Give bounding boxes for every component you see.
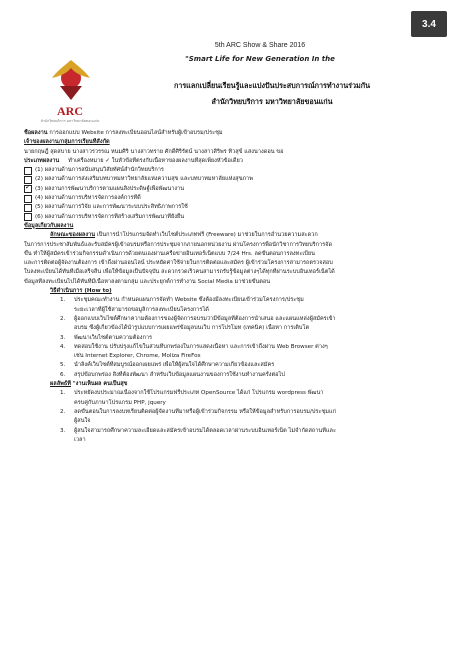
result-item	[24, 408, 444, 417]
event-title: 5th ARC Show & Share 2016	[214, 42, 306, 49]
type-instructions: ทำเครื่องหมาย ✓ ในหัวข้อที่ตรงกับเนื้อหาของผลงานที่สุดเพียงหัวข้อเดียว	[68, 157, 243, 164]
category-option	[24, 213, 444, 222]
type-row	[24, 157, 444, 166]
checkbox[interactable]	[24, 204, 32, 212]
result-item-number	[60, 436, 74, 445]
method-step-number	[60, 306, 74, 315]
method-step-number	[60, 324, 74, 333]
method-steps	[24, 296, 444, 380]
logo-subtitle: สำนักวิทยบริการ มหาวิทยาลัยขอนแก่น	[40, 119, 100, 123]
result-item-number	[60, 399, 74, 408]
detail-line-first	[24, 231, 444, 240]
checkbox[interactable]	[24, 176, 32, 184]
work-name-label: ชื่อผลงาน	[24, 130, 48, 136]
method-step-number: 3.	[60, 334, 66, 341]
result-item	[24, 417, 444, 426]
sub-title: สำนักวิทยบริการ มหาวิทยาลัยขอนแก่น	[211, 97, 333, 106]
category-option-label: (1) ผลงานด้านการสนับสนุนวิสัยทัศน์สำนักวิทยบริการ	[35, 167, 164, 174]
method-step-text: ประชุมคณะทำงาน กำหนดแผนการจัดทำ Website ซึ่งต้องมีลงทะเบียนเข้าร่วมโครงการ/ประชุม	[74, 297, 304, 304]
page-number-badge: 3.4	[411, 11, 447, 37]
result-item	[24, 436, 444, 445]
result-item-text: ประหยัดงบประมาณเนื่องจากใช้โปรแกรมฟรีประเภท OpenSource ได้แก่ โปรแกรม wordpress พัฒนา	[74, 390, 324, 397]
method-step-number: 2.	[60, 315, 66, 322]
category-option-label: (5) ผลงานด้านการวิจัย และการพัฒนาระบบประสิทธิภาพการใช้	[35, 204, 188, 211]
owner-heading: เจ้าของผลงาน/กลุ่มการเรียนที่สังกัด	[24, 139, 110, 146]
result-item	[24, 427, 444, 436]
owners: นายกฤษฎี สุดสบาย นางสาวรวรรณ หนมศิริ นางสาวทราย ศักดิ์ศิริรัตน์ นางสาวสิริพร ทิวสุข์ แสงนางดอน ขอ	[24, 148, 284, 155]
detail-line: ใบลงทะเบียนได้ทันทีเมื่อเสร็จสิ้น เพื่อให้ข้อมูลเป็นปัจจุบัน สะดวกรวดเร็วคนสามารถรับรู้ข้อมูลต่างๆได้ทุกที่ผ่านระบบอินเทอร์เน็ตได้	[24, 269, 335, 276]
category-option-label: (6) ผลงานด้านการบริหารจัดการที่สร้างเสริมการพัฒนาที่ยั่งยืน	[35, 213, 185, 220]
category-option	[24, 194, 444, 203]
method-step	[24, 371, 444, 380]
result-item-text: ครบคู่กับภาษาโปรแกรม PHP, jquery	[74, 399, 166, 406]
method-step	[24, 352, 444, 361]
method-step	[24, 334, 444, 343]
result-text: "งานเห็นผล คนเป็นสุข	[72, 381, 128, 388]
result-list	[24, 389, 444, 445]
result-item-text: ลดขั้นตอนในการลงบทเรียนติดต่อผู้จัดงานที่มาหรือผู้เข้าร่วมกิจกรรม หรือให้ข้อมูลสำหรับการอบรม/ประชุมแก่	[74, 408, 336, 415]
method-step-number: 5.	[60, 362, 66, 369]
method-step-number: 1.	[60, 297, 66, 304]
detail-line: และการติดต่อผู้จัดงานต้องการ เข้าถึงผ่านออนไลน์ ประหยัดค่าใช้จ่ายในการติดต่อและสมัคร ผู้เข้าร่วมโครงการสามารถตรวจสอบ	[24, 260, 333, 267]
detail-label: ลักษณะของผลงาน	[50, 232, 96, 239]
method-heading: วิธีดำเนินการ (How to)	[50, 288, 112, 295]
category-option-label: (4) ผลงานด้านการบริหารจัดการองค์การที่ดี	[35, 195, 141, 202]
result-item-text: ผู้สนใจ	[74, 418, 91, 425]
work-name: การออกแบบ Website การลงทะเบียนออนไลน์สำหรับผู้เข้าอบรม/ประชุม	[49, 130, 223, 136]
document-body	[24, 129, 444, 445]
checkbox[interactable]	[24, 195, 32, 203]
category-option	[24, 175, 444, 184]
category-option-label: (3) ผลงานการพัฒนาบริการตามแผนสิ่งประดิษฐ์เพื่อพัฒนางาน	[35, 185, 185, 192]
detail-line: ข้อมูลที่ลงทะเบียนไปได้ทันทีมีเนื้อหาลงตามกลุ่ม และประยุกต์การทำงาน Social Media มาช่วยขั้นตอน	[24, 278, 271, 285]
method-step	[24, 315, 444, 324]
method-step-text: เช่น Internet Explorer, Chrome, Moliza FireFox	[74, 353, 201, 360]
result-item	[24, 389, 444, 398]
result-item	[24, 399, 444, 408]
method-step-number: 4.	[60, 343, 66, 350]
result-item-text: ผู้สนใจสามารถศึกษาความละเอียดและสมัครเข้าอบรมได้ตลอดเวลาผ่านระบบอินเทอร์เน็ต ไม่จำกัดสถานที่และ	[74, 427, 336, 434]
event-subtitle: "Smart Life for New Generation In the	[185, 55, 335, 63]
about-heading: ข้อมูลเกี่ยวกับผลงาน	[24, 222, 74, 229]
method-step-text: ผู้ออกแบบเว็บไซต์ศึกษาความต้องการของผู้จัดการอบรมว่ามีข้อมูลที่ต้องการนำเสนอ และแผนแหล่งผู้สมัครเข้า	[74, 315, 336, 322]
category-option	[24, 166, 444, 175]
detail-line: เป็นการนำโปรแกรมจัดทำเว็บไซต์ประเภทฟรี (Freeware) มาช่วยในการอำนวยความสะดวก	[96, 232, 318, 239]
method-step	[24, 361, 444, 370]
method-step-text: ระยะเวลาที่ผู้ใช้สามารถขอมูลิการลงทะเบียนโครงการได้	[74, 306, 209, 313]
method-step	[24, 296, 444, 305]
main-title: การแลกเปลี่ยนเรียนรู้และแบ่งปันประสบการณ์การทำงานร่วมกัน	[173, 81, 371, 90]
category-option	[24, 185, 444, 194]
detail-line: ในการการประชาสัมพันธ์และรับสมัครผู้เข้าอบรมหรือการประชุมจากภายนอกหน่วยงาน ผ่านโครงการพื่อนักวิชาการวิทยบริการจัด	[24, 241, 333, 248]
method-step-text: นำลิงค์เว็บไซต์ที่สมบูรณ์ออกเผยแพร่ เพื่อให้ผู้สนใจได้ศึกษาความเกี่ยวข้องและสมัคร	[74, 362, 275, 369]
result-label: ผลลัพธ์ที่	[50, 381, 71, 388]
result-item-number: 2.	[60, 408, 66, 415]
method-step-number: 6.	[60, 371, 66, 378]
category-option-label: (2) ผลงานด้านการส่งเสริมบทบาทมหาวิทยาลัยแห่งความสุข และบทบาทมหาลัยแห่งสุขภาพ	[35, 176, 253, 183]
checkbox[interactable]	[24, 185, 32, 193]
result-item-number: 1.	[60, 390, 66, 397]
result-item-number	[60, 417, 74, 426]
checkbox[interactable]	[24, 167, 32, 175]
method-step-text: ทดสอบใช้งาน ปรับปรุงแก้ไขในส่วนที่บกพร่องในการแสดงเนื้อหา และการเข้าถึงผ่าน Web Browser ต่างๆ	[74, 343, 328, 350]
method-step	[24, 343, 444, 352]
method-step-number	[60, 352, 74, 361]
method-step	[24, 324, 444, 333]
method-step-text: พัฒนาเว็บไซต์ตามความต้องการ	[74, 334, 152, 341]
result-item-number: 3.	[60, 427, 66, 434]
type-label: ประเภทผลงาน	[24, 157, 60, 164]
category-options	[24, 166, 444, 222]
checkbox[interactable]	[24, 213, 32, 221]
method-step-text: สรุปข้อบกพร่อง สิ่งที่ต้องพัฒนา สำหรับเว็บข้อมูลแผนงานของการใช้งานทำงานครั้งต่อไป	[74, 371, 285, 378]
logo-text: ARC	[57, 104, 83, 118]
method-step	[24, 306, 444, 315]
result-row	[24, 380, 444, 389]
detail-line: ขึ้น ทำให้ผู้สมัครเข้าร่วมกิจกรรมดำเนินการด้วยตนเองผ่านเครือข่ายอินเทอร์เน็ตแบบ 7/24 Hrs. ลดขั้นตอนการลงทะเบียน	[24, 250, 315, 257]
method-step-text: อบรม ซึ่งผู้เกี่ยวข้องได้นำรูปแบบการเผยแพร่ข้อมูลบนเว็บ การโปรโมท (เทคนิค) เนื้อหา การเติบโต	[74, 325, 310, 332]
category-option	[24, 203, 444, 212]
result-item-text: เวลา	[74, 436, 86, 443]
work-name-row	[24, 129, 444, 138]
